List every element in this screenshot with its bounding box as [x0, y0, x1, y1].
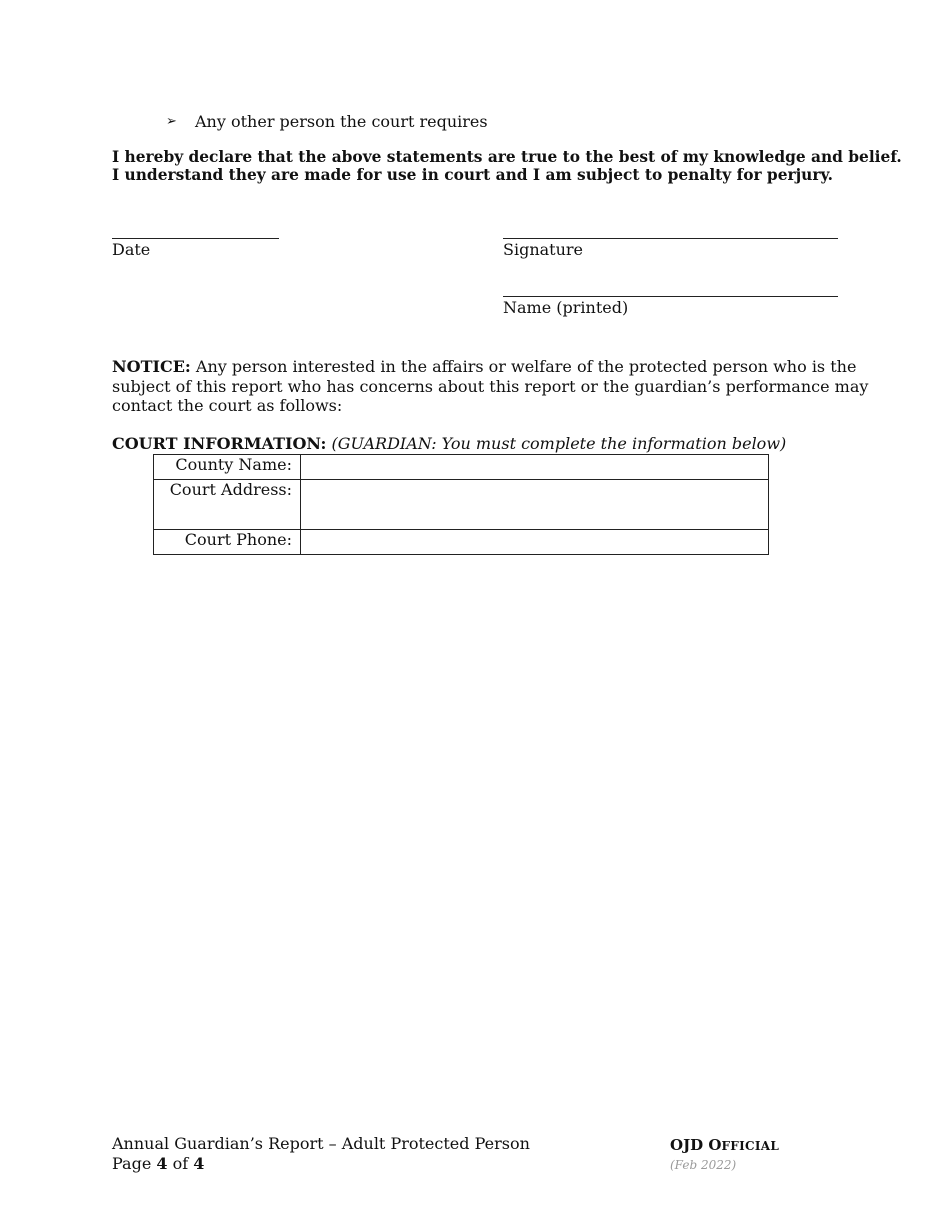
table-row	[154, 455, 769, 480]
name-printed-line[interactable]	[503, 296, 838, 297]
page-current: 4	[156, 1154, 168, 1173]
court-information-instruction: (GUARDIAN: You must complete the information below)	[331, 434, 787, 453]
county-name-field[interactable]	[301, 455, 769, 480]
bullet-item: Any other person the court requires	[195, 112, 488, 131]
court-phone-label: Court Phone:	[154, 530, 301, 555]
notice-line-2: subject of this report who has concerns about this report or the guardian’s performance may	[112, 376, 869, 396]
court-phone-field[interactable]	[301, 530, 769, 555]
footer-page-number	[112, 1154, 204, 1174]
notice-line-3: contact the court as follows:	[112, 396, 343, 415]
notice-label: NOTICE:	[112, 357, 191, 376]
bullet-arrow-icon: ➢	[166, 114, 177, 129]
court-address-field[interactable]	[301, 480, 769, 530]
notice-line-1	[112, 357, 857, 377]
court-information-table	[153, 454, 769, 555]
notice-text-1: Any person interested in the affairs or welfare of the protected person who is the	[195, 357, 857, 376]
court-address-label: Court Address:	[154, 480, 301, 530]
page-of: of	[172, 1154, 189, 1173]
page-total: 4	[193, 1154, 205, 1173]
declaration-line-2: I understand they are made for use in court and I am subject to penalty for perjury.	[112, 166, 833, 184]
signature-label: Signature	[503, 240, 584, 259]
declaration-line-1: I hereby declare that the above statements are true to the best of my knowledge and belief.	[112, 148, 902, 166]
org-first: OJD O	[670, 1136, 722, 1154]
name-printed-label: Name (printed)	[503, 298, 629, 317]
footer-title: Annual Guardian’s Report – Adult Protected Person	[112, 1134, 530, 1153]
signature-line[interactable]	[503, 238, 838, 239]
page-prefix: Page	[112, 1154, 152, 1173]
org-rest: FFICIAL	[721, 1139, 780, 1153]
footer-revision-date: (Feb 2022)	[670, 1158, 737, 1172]
footer-org-mark	[670, 1136, 779, 1155]
notice-paragraph	[112, 357, 869, 416]
county-name-label: County Name:	[154, 455, 301, 480]
date-label: Date	[112, 240, 151, 259]
date-line[interactable]	[112, 238, 279, 239]
court-information-label: COURT INFORMATION:	[112, 434, 327, 453]
court-information-heading	[112, 434, 786, 454]
table-row	[154, 480, 769, 530]
table-row	[154, 530, 769, 555]
declaration	[112, 148, 902, 184]
